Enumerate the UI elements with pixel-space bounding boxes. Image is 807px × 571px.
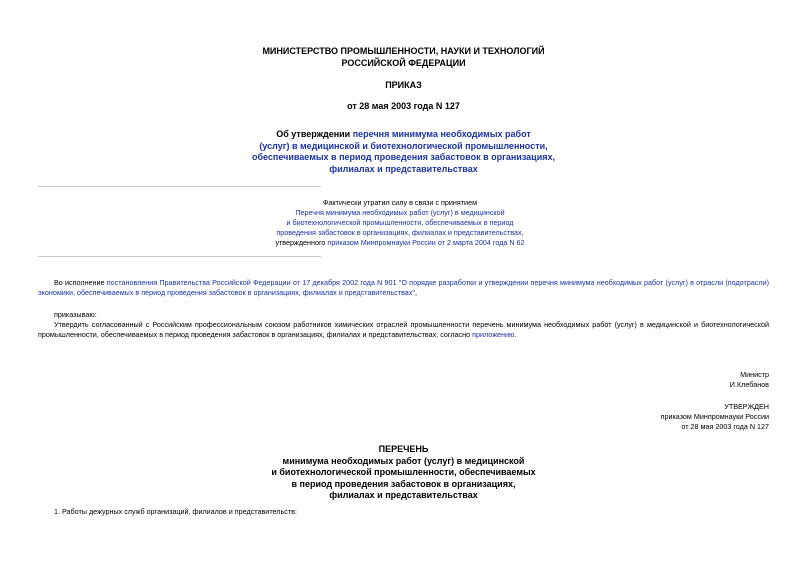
doc-type: ПРИКАЗ <box>385 80 422 90</box>
approval-line2: приказом Минпромнауки России <box>660 412 769 421</box>
list-title-line1: ПЕРЕЧЕНЬ <box>378 444 429 454</box>
title-link-2[interactable]: (услуг) в медицинской и биотехнологической промышленности, <box>259 140 548 151</box>
government-decree-link[interactable]: постановления Правительства Российской Федерации от 17 декабря 2002 года N 901 "О порядке разработки и утверждении перечня минимума необходимых работ (услуг) в отрасли (подотрасли) экономики, обеспечиваемых в период проведения забастовок в организациях, филиалах и представительствах" <box>38 278 769 297</box>
order-word: приказываю: <box>54 310 97 319</box>
divider-bottom <box>38 256 321 257</box>
title-link-4[interactable]: филиалах и представительствах <box>329 163 478 174</box>
doc-title <box>0 129 807 175</box>
list-title-line4: в период проведения забастовок в организациях, <box>291 478 516 489</box>
list-title-line3: и биотехнологической промышленности, обеспечиваемых <box>271 467 536 477</box>
list-item-1: 1. Работы дежурных служб организаций, филиалов и представительств: <box>54 507 297 516</box>
ministry-heading <box>0 46 807 69</box>
para1-prefix: Во исполнение <box>54 278 107 287</box>
signature-name: И.Клебанов <box>729 380 769 389</box>
title-link-3[interactable]: обеспечиваемых в период проведения забастовок в организациях, <box>251 152 556 162</box>
status-note <box>230 198 570 248</box>
approval-line3: от 28 мая 2003 года N 127 <box>681 422 769 431</box>
list-title-line5: филиалах и представительствах <box>329 490 478 500</box>
para2-suffix: . <box>514 330 517 339</box>
divider-top <box>38 186 321 187</box>
list-title-line2: минимума необходимых работ (услуг) в медицинской <box>282 455 525 466</box>
ministry-line1: МИНИСТЕРСТВО ПРОМЫШЛЕННОСТИ, НАУКИ И ТЕХНОЛОГИЙ <box>262 46 545 56</box>
signature-role: Министр <box>740 370 769 379</box>
para1-suffix: , <box>414 288 417 297</box>
approval-block <box>661 402 769 432</box>
signature-block <box>730 370 769 390</box>
status-link-3[interactable]: и биотехнологической промышленности, обеспечиваемых в период <box>286 218 514 227</box>
title-prefix: Об утверждении <box>276 129 353 139</box>
list-title <box>0 444 807 502</box>
ministry-line2: РОССИЙСКОЙ ФЕДЕРАЦИИ <box>341 57 466 68</box>
paragraph-1 <box>38 278 769 298</box>
status-line5-link[interactable]: приказом Минпромнауки России от 2 марта 2004 года N 62 <box>327 238 525 247</box>
appendix-link[interactable]: приложению <box>472 330 515 339</box>
status-line5-prefix: утвержденного <box>275 238 328 247</box>
status-link-4[interactable]: проведения забастовок в организациях, филиалах и представительствах, <box>276 228 524 237</box>
approval-word: УТВЕРЖДЕН <box>724 402 769 411</box>
title-link-1[interactable]: перечня минимума необходимых работ <box>352 129 531 139</box>
doc-date: от 28 мая 2003 года N 127 <box>347 101 460 111</box>
status-line1: Фактически утратил силу в связи с принятием <box>322 198 478 207</box>
para2-text: Утвердить согласованный с Российским профессиональным союзом работников химических отраслей промышленности перечень минимума необходимых работ (услуг) в медицинской и биотехнологической промышленности, обеспечиваемых в период проведения забастовок в организациях, филиалах и представительствах, согласно <box>38 320 769 339</box>
status-link-2[interactable]: Перечня минимума необходимых работ (услуг) в медицинской <box>295 208 505 217</box>
paragraph-2 <box>38 320 769 340</box>
